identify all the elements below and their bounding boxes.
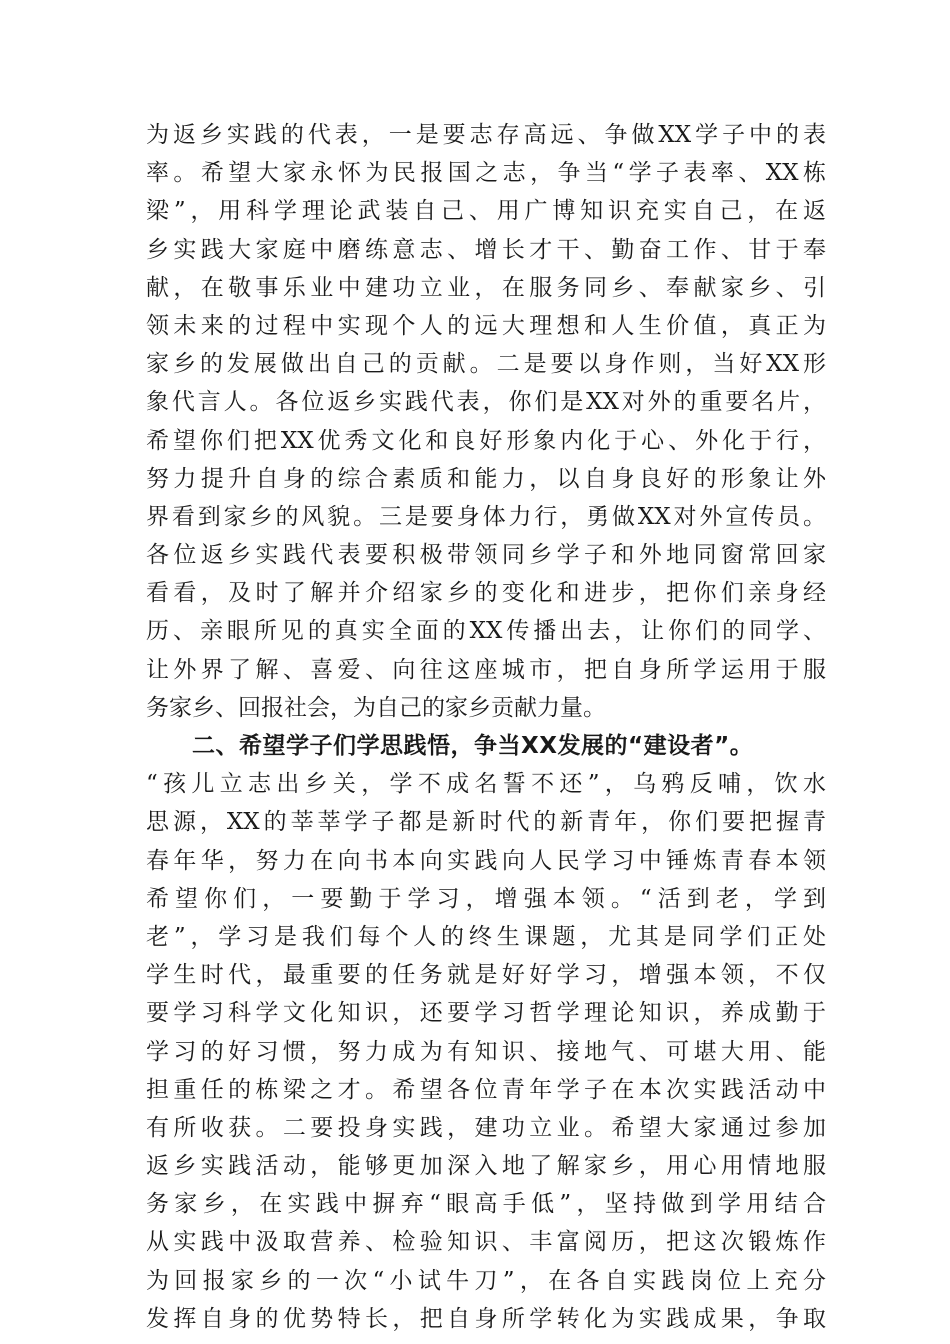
text-line: 看看，及时了解并介绍家乡的变化和进步，把你们亲身经 bbox=[146, 580, 826, 607]
text-line: 象代言人。各位返乡实践代表，你们是XX对外的重要名片， bbox=[146, 389, 826, 416]
text-line: 务家乡、回报社会，为自己的家乡贡献力量。 bbox=[146, 694, 606, 721]
text-line: 乡实践大家庭中磨练意志、增长才干、勤奋工作、甘于奉 bbox=[146, 236, 826, 263]
text-line: 返乡实践活动，能够更加深入地了解家乡，用心用情地服 bbox=[146, 1153, 826, 1180]
text-line: 要学习科学文化知识，还要学习哲学理论知识，养成勤于 bbox=[146, 1000, 826, 1027]
text-line: 为返乡实践的代表，一是要志存高远、争做XX学子中的表 bbox=[146, 122, 826, 148]
text-line: 各位返乡实践代表要积极带领同乡学子和外地同窗常回家 bbox=[146, 542, 826, 569]
text-line: 梁”，用科学理论武装自己、用广博知识充实自己，在返 bbox=[146, 198, 826, 225]
text-line: 学生时代，最重要的任务就是好好学习，增强本领，不仅 bbox=[146, 962, 826, 989]
text-line: 学习的好习惯，努力成为有知识、接地气、可堪大用、能 bbox=[146, 1038, 826, 1065]
text-line: 努力提升自身的综合素质和能力，以自身良好的形象让外 bbox=[146, 465, 826, 492]
text-line: 发挥自身的优势特长，把自身所学转化为实践成果，争取 bbox=[146, 1305, 826, 1332]
text-line: 家乡的发展做出自己的贡献。二是要以身作则，当好XX形 bbox=[146, 351, 826, 378]
text-line: 为回报家乡的一次“小试牛刀”，在各自实践岗位上充分 bbox=[146, 1267, 826, 1294]
body-text bbox=[146, 116, 826, 1338]
text-line: 有所收获。二要投身实践，建功立业。希望大家通过参加 bbox=[146, 1114, 826, 1141]
text-line: 让外界了解、喜爱、向往这座城市，把自身所学运用于服 bbox=[146, 656, 826, 683]
section-heading: 二、希望学子们学思践悟，争当XX发展的“建设者”。 bbox=[192, 733, 754, 759]
text-line: 务家乡，在实践中摒弃“眼高手低”，坚持做到学用结合 bbox=[146, 1191, 826, 1218]
text-line: 领未来的过程中实现个人的远大理想和人生价值，真正为 bbox=[146, 312, 826, 339]
text-line: 担重任的栋梁之才。希望各位青年学子在本次实践活动中 bbox=[146, 1076, 826, 1103]
text-line: 界看到家乡的风貌。三是要身体力行，勇做XX对外宣传员。 bbox=[146, 503, 826, 530]
text-line: 率。希望大家永怀为民报国之志，争当“学子表率、XX栋 bbox=[146, 160, 826, 187]
text-line: 希望你们，一要勤于学习，增强本领。“活到老，学到 bbox=[146, 885, 826, 912]
text-line: 希望你们把XX优秀文化和良好形象内化于心、外化于行， bbox=[146, 427, 826, 454]
text-line: 历、亲眼所见的真实全面的XX传播出去，让你们的同学、 bbox=[146, 618, 826, 645]
text-line: “孩儿立志出乡关，学不成名誓不还”，乌鸦反哺，饮水 bbox=[146, 771, 826, 798]
text-line: 思源，XX的莘莘学子都是新时代的新青年，你们要把握青 bbox=[146, 809, 826, 836]
text-line: 从实践中汲取营养、检验知识、丰富阅历，把这次锻炼作 bbox=[146, 1229, 826, 1256]
text-line: 老”，学习是我们每个人的终生课题，尤其是同学们正处 bbox=[146, 923, 826, 950]
text-line: 献，在敬事乐业中建功立业，在服务同乡、奉献家乡、引 bbox=[146, 274, 826, 301]
text-line: 春年华，努力在向书本向实践向人民学习中锤炼青春本领 bbox=[146, 847, 826, 874]
